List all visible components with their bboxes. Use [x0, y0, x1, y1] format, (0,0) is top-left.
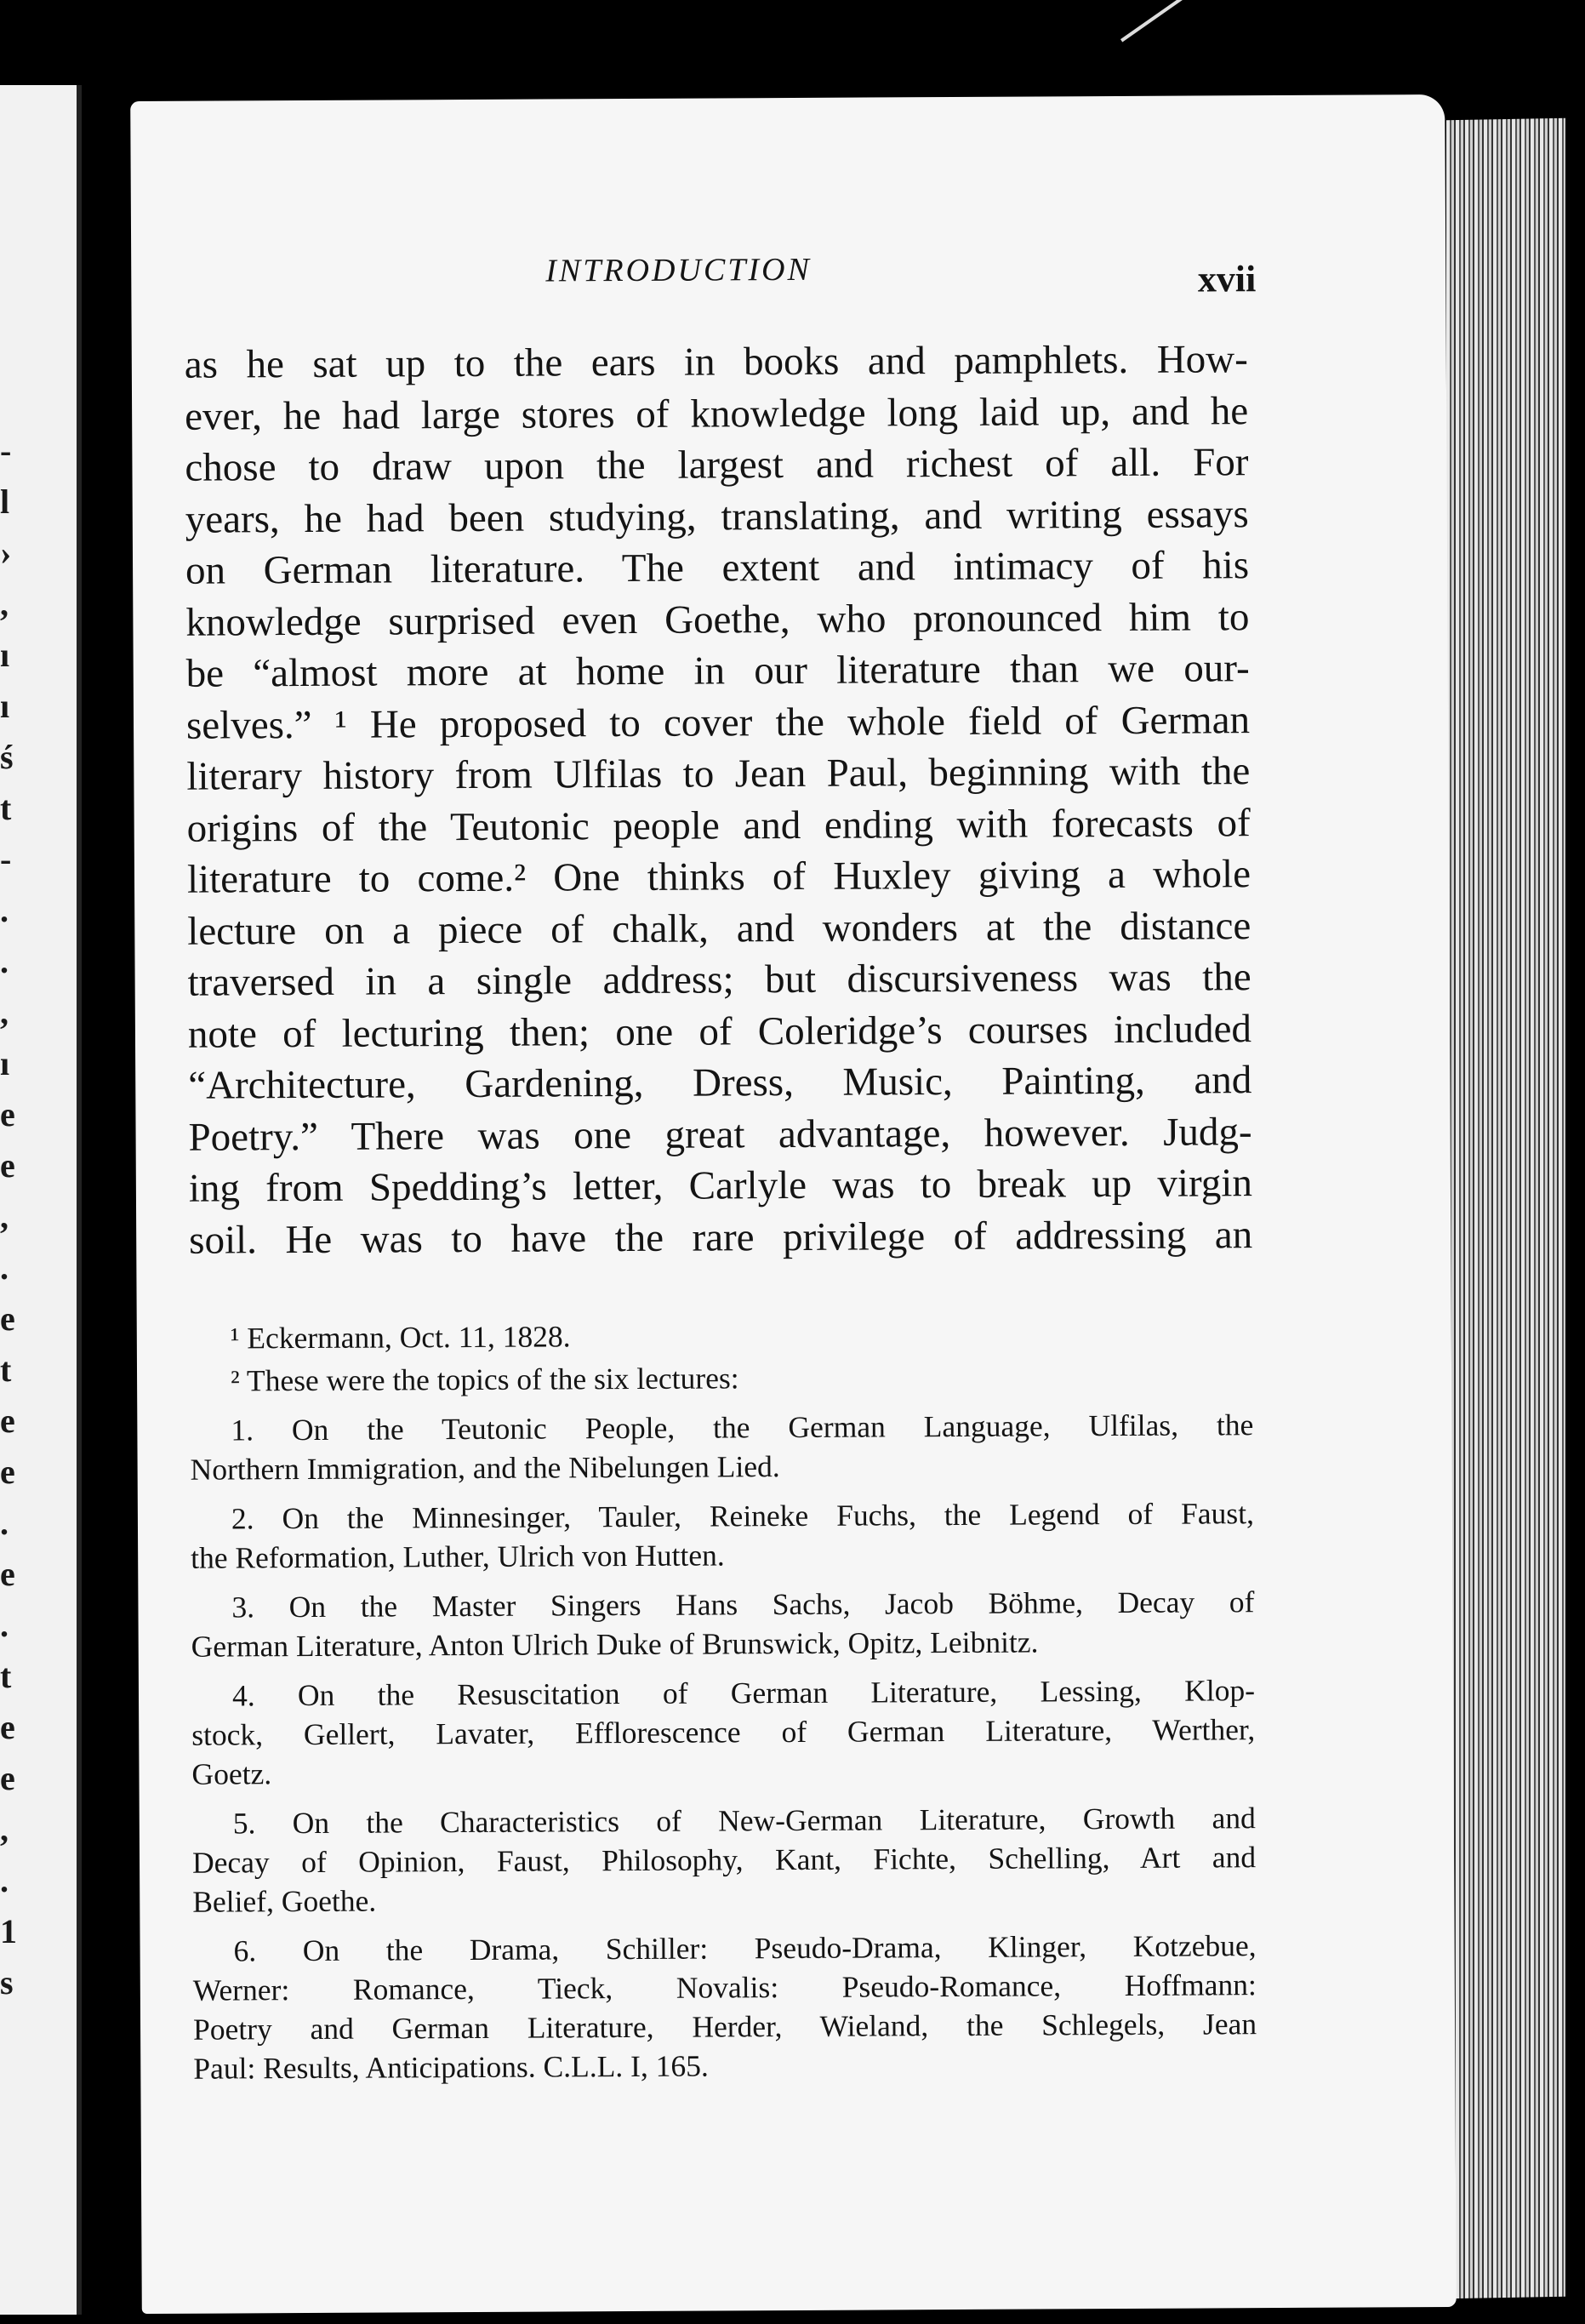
lecture-line: 1. On the Teutonic People, the German Language, Ulfilas, the: [231, 1408, 1254, 1448]
lecture-item: [192, 1798, 1257, 1921]
lecture-line: the Reformation, Luther, Ulrich von Hutten.: [191, 1538, 725, 1575]
lecture-list: [190, 1405, 1257, 2088]
body-line: as he sat up to the ears in books and pamphlets. How-: [184, 337, 1248, 387]
footnotes: [190, 1313, 1257, 2088]
body-line: traversed in a single address; but discursiveness was the: [187, 955, 1251, 1005]
book-page-edges: [1446, 118, 1565, 2298]
body-line: note of lecturing then; one of Coleridge’s courses included: [187, 1006, 1252, 1057]
lecture-line: German Literature, Anton Ulrich Duke of Brunswick, Opitz, Leibnitz.: [191, 1625, 1039, 1664]
page-content: [184, 248, 1257, 2088]
book-page: [130, 94, 1457, 2314]
lecture-line: stock, Gellert, Lavater, Efflorescence of German Literature, Werther,: [191, 1712, 1256, 1752]
running-head: INTRODUCTION: [545, 251, 812, 289]
body-line: lecture on a piece of chalk, and wonders at the distance: [187, 903, 1251, 954]
body-line: ing from Spedding’s letter, Carlyle was to break up virgin: [188, 1161, 1253, 1211]
scanner-mark: [1120, 0, 1185, 42]
body-line: on German literature. The extent and intimacy of his: [185, 543, 1250, 593]
lecture-item: [190, 1405, 1253, 1489]
lecture-line: Goetz.: [191, 1756, 272, 1791]
body-line: Poetry.” There was one great advantage, however. Judg-: [188, 1109, 1252, 1160]
body-line: literary history from Ulfilas to Jean Paul, beginning with the: [186, 749, 1251, 799]
lecture-line: 3. On the Master Singers Hans Sachs, Jacob Böhme, Decay of: [231, 1585, 1255, 1625]
lecture-line: 4. On the Resuscitation of German Literature, Lessing, Klop-: [231, 1673, 1256, 1713]
lecture-item: [191, 1493, 1254, 1578]
body-line: be “almost more at home in our literature than we our-: [185, 646, 1250, 696]
lecture-item: [192, 1926, 1257, 2088]
body-line: literature to come.² One thinks of Huxley giving a whole: [186, 852, 1251, 902]
facing-page-edge: [0, 85, 82, 2315]
lecture-item: [191, 1582, 1254, 1666]
body-line: chose to draw upon the largest and richest of all. For: [185, 440, 1249, 490]
lecture-line: Belief, Goethe.: [192, 1883, 377, 1919]
body-line: ever, he had large stores of knowledge long laid up, and he: [185, 388, 1249, 439]
lecture-line: Werner: Romance, Tieck, Novalis: Pseudo-Romance, Hoffmann:: [192, 1967, 1257, 2007]
body-line: “Architecture, Gardening, Dress, Music, Painting, and: [188, 1058, 1252, 1108]
lecture-line: Northern Immigration, and the Nibelungen Lied.: [190, 1449, 780, 1487]
body-line: knowledge surprised even Goethe, who pronounced him to: [185, 594, 1250, 645]
body-text: [185, 334, 1253, 1266]
body-line: years, he had been studying, translating, and writing essays: [185, 491, 1249, 542]
footnote-2: ² These were the topics of the six lectures:: [230, 1361, 739, 1398]
lecture-line: 6. On the Drama, Schiller: Pseudo-Drama, Klinger, Kotzebue,: [233, 1928, 1257, 1968]
lecture-line: Paul: Results, Anticipations. C.L.L. I, 165.: [193, 2048, 709, 2086]
body-line: soil. He was to have the rare privilege of addressing an: [189, 1212, 1253, 1263]
lecture-line: 5. On the Characteristics of New-German Literature, Growth and: [232, 1801, 1256, 1841]
lecture-item: [191, 1670, 1256, 1794]
facing-page-text-fragments: - l › , ı ı ś t - . . , ı e e , . e t e e . e . t e e , . 1 s: [0, 431, 17, 2001]
body-line: origins of the Teutonic people and ending with forecasts of: [186, 800, 1251, 851]
footnote-1: ¹ Eckermann, Oct. 11, 1828.: [230, 1319, 571, 1356]
lecture-line: 2. On the Minnesinger, Tauler, Reineke Fuchs, the Legend of Faust,: [231, 1496, 1255, 1536]
lecture-line: Poetry and German Literature, Herder, Wieland, the Schlegels, Jean: [192, 2007, 1257, 2047]
body-line: selves.” ¹ He proposed to cover the whole field of German: [185, 697, 1251, 748]
page-number: xvii: [1197, 258, 1257, 300]
page-header: [184, 248, 1257, 314]
lecture-line: Decay of Opinion, Faust, Philosophy, Kant, Fichte, Schelling, Art and: [191, 1840, 1257, 1880]
